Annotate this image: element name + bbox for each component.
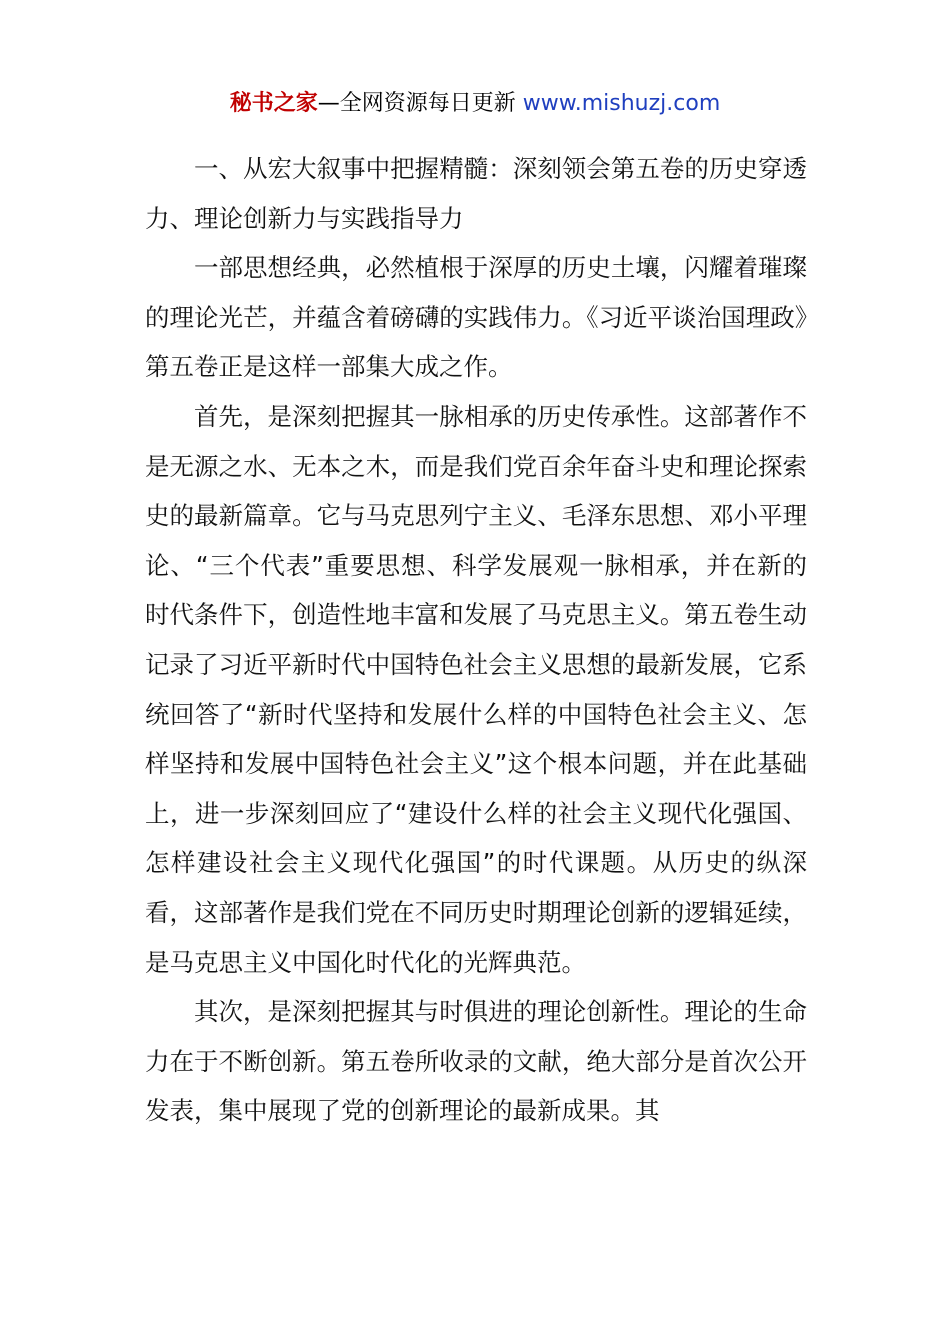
site-brand: 秘书之家: [229, 91, 318, 116]
paragraph: 一部思想经典，必然植根于深厚的历史土壤，闪耀着璀璨的理论光芒，并蕴含着磅礴的实践伟力。《习近平谈治国理政》第五卷正是这样一部集大成之作。: [145, 253, 807, 382]
document-body: [145, 144, 807, 1136]
site-header: [0, 88, 950, 120]
paragraph: 其次，是深刻把握其与时俱进的理论创新性。理论的生命力在于不断创新。第五卷所收录的文献，绝大部分是首次公开发表，集中展现了党的创新理论的最新成果。其: [145, 997, 807, 1126]
site-url-link[interactable]: www.mishuzj.com: [522, 91, 721, 116]
paragraph: 首先，是深刻把握其一脉相承的历史传承性。这部著作不是无源之水、无本之木，而是我们党百余年奋斗史和理论探索史的最新篇章。它与马克思列宁主义、毛泽东思想、邓小平理论、“三个代表”重要思想、科学发展观一脉相承，并在新的时代条件下，创造性地丰富和发展了马克思主义。第五卷生动记录了习近平新时代中国特色社会主义思想的最新发展，它系统回答了“新时代坚持和发展什么样的中国特色社会主义、怎样坚持和发展中国特色社会主义”这个根本问题，并在此基础上，进一步深刻回应了“建设什么样的社会主义现代化强国、怎样建设社会主义现代化强国”的时代课题。从历史的纵深看，这部著作是我们党在不同历史时期理论创新的逻辑延续，是马克思主义中国化时代化的光辉典范。: [145, 401, 807, 977]
site-tagline: —全网资源每日更新: [317, 91, 523, 116]
section-heading: 一、从宏大叙事中把握精髓：深刻领会第五卷的历史穿透力、理论创新力与实践指导力: [145, 154, 807, 233]
